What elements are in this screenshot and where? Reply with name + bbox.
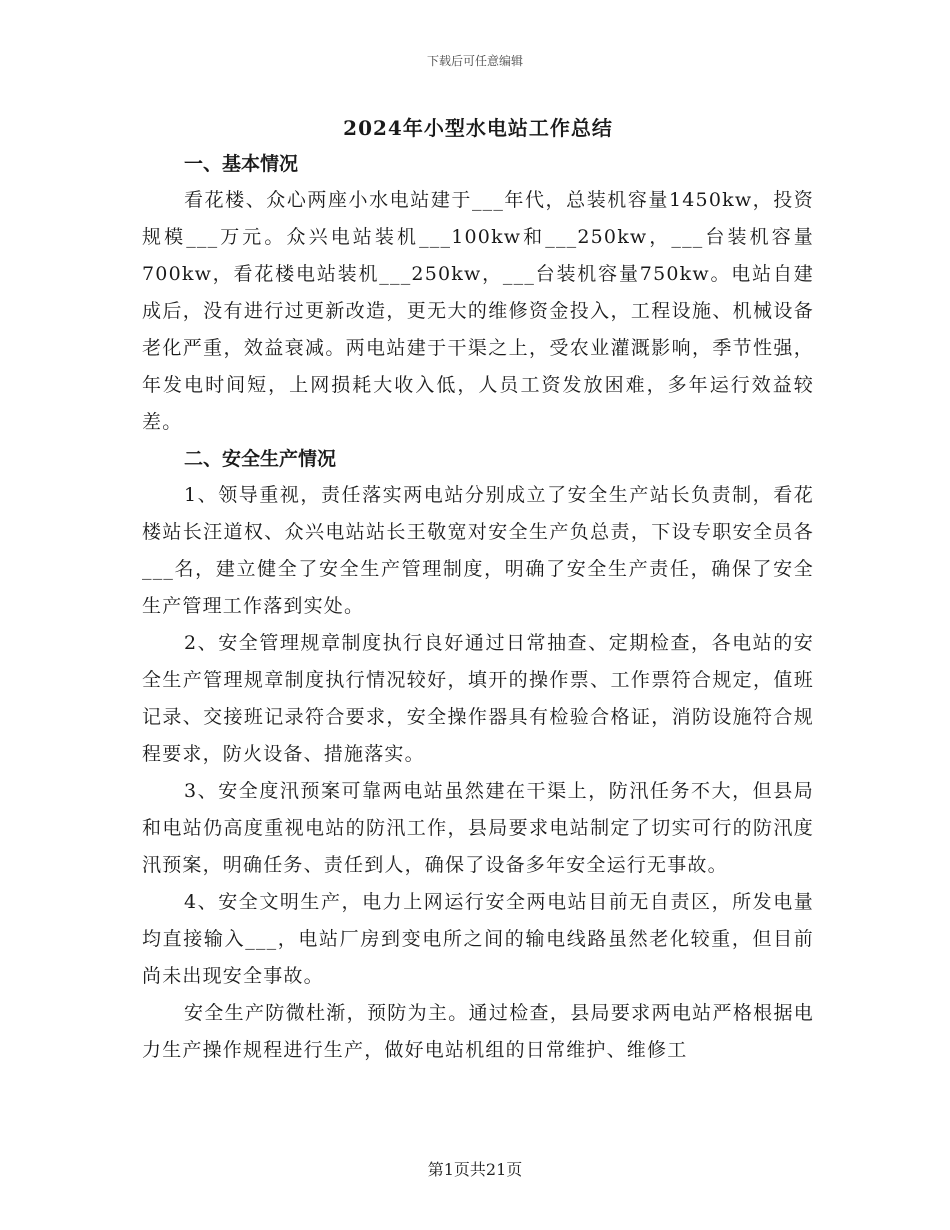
section-basic-info [142, 146, 814, 441]
paragraph: 3、安全度汛预案可靠两电站虽然建在干渠上，防汛任务不大，但县局和电站仍高度重视电站的防汛工作，县局要求电站制定了切实可行的防汛度汛预案，明确任务、责任到人，确保了设备多年安全运行无事故。 [142, 780, 814, 876]
paragraph: 1、领导重视，责任落实两电站分别成立了安全生产站长负责制，看花楼站长汪道权、众兴电站站长王敬宽对安全生产负总责，下设专职安全员各___名，建立健全了安全生产管理制度，明确了安全生产责任，确保了安全生产管理工作落到实处。 [142, 484, 814, 617]
page-number-footer: 第1页共21页 [427, 1160, 523, 1179]
paragraph: 安全生产防微杜渐，预防为主。通过检查，县局要求两电站严格根据电力生产操作规程进行生产，做好电站机组的日常维护、维修工 [142, 1002, 814, 1061]
section-safety-production [142, 441, 814, 1069]
paragraph: 4、安全文明生产，电力上网运行安全两电站目前无自责区，所发电量均直接输入___，电站厂房到变电所之间的输电线路虽然老化较重，但目前尚未出现安全事故。 [142, 891, 814, 987]
paragraph: 看花楼、众心两座小水电站建于___年代，总装机容量1450kw，投资规模___万元。众兴电站装机___100kw和___250kw，___台装机容量700kw，看花楼电站装机___250kw，___台装机容量750kw。电站自建成后，没有进行过更新改造，更无大的维修资金投入，工程设施、机械设备老化严重，效益衰减。两电站建于干渠之上，受农业灌溉影响，季节性强，年发电时间短，上网损耗大收入低，人员工资发放困难，多年运行效益较差。 [142, 189, 814, 433]
paragraph: 2、安全管理规章制度执行良好通过日常抽查、定期检查，各电站的安全生产管理规章制度执行情况较好，填开的操作票、工作票符合规定，值班记录、交接班记录符合要求，安全操作器具有检验合格证，消防设施符合规程要求，防火设备、措施落实。 [142, 632, 814, 765]
header-note: 下载后可任意编辑 [426, 54, 523, 68]
document-title: 2024年小型水电站工作总结 [343, 116, 613, 140]
section-heading: 二、安全生产情况 [184, 448, 337, 470]
section-heading: 一、基本情况 [184, 153, 299, 175]
document-body [142, 110, 814, 1069]
